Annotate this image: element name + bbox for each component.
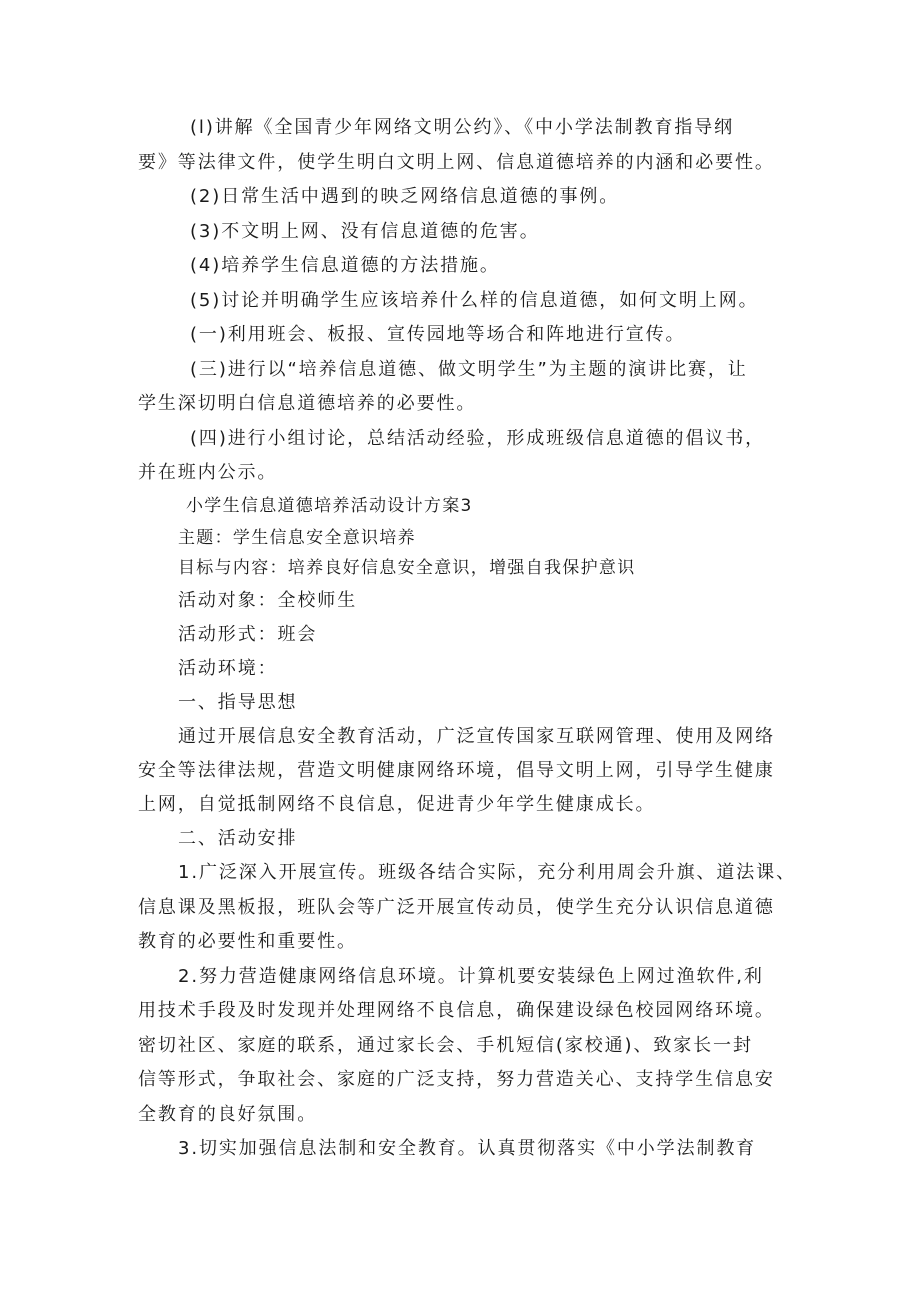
text-line: (三)进行以“培养信息道德、做文明学生”为主题的演讲比赛，让	[190, 359, 748, 380]
text-line: (一)利用班会、板报、宣传园地等场合和阵地进行宣传。	[190, 324, 686, 345]
text-line: 安全等法律法规，营造文明健康网络环境，倡导文明上网，引导学生健康	[138, 760, 775, 781]
text-line: (2)日常生活中遇到的映乏网络信息道德的事例。	[190, 186, 620, 207]
section-heading: 二、活动安排	[178, 828, 298, 849]
text-line: 信息课及黑板报，班队会等广泛开展宣传动员，使学生充分认识信息道德	[138, 897, 775, 918]
text-line: 2.努力营造健康网络信息环境。计算机要安装绿色上网过渔软件,利	[178, 966, 764, 987]
section-heading: 小学生信息道德培养活动设计方案3	[186, 496, 473, 516]
text-line: 主题：学生信息安全意识培养	[178, 528, 416, 548]
text-line: (3)不文明上网、没有信息道德的危害。	[190, 221, 540, 242]
text-line: 活动环境：	[178, 658, 278, 679]
text-line: 目标与内容：培养良好信息安全意识，增强自我保护意识	[178, 558, 636, 578]
text-line: 上网，自觉抵制网络不良信息，促进青少年学生健康成长。	[138, 794, 656, 815]
text-line: 信等形式，争取社会、家庭的广泛支持，努力营造关心、支持学生信息安	[138, 1069, 775, 1090]
section-heading: 一、指导思想	[178, 692, 298, 713]
text-line: (5)讨论并明确学生应该培养什么样的信息道德，如何文明上网。	[190, 290, 759, 311]
text-line: (四)进行小组讨论，总结活动经验，形成班级信息道德的倡议书，	[190, 428, 766, 449]
text-line: (4)培养学生信息道德的方法措施。	[190, 255, 500, 276]
text-line: 活动对象：全校师生	[178, 590, 358, 611]
text-line: 并在班内公示。	[138, 462, 278, 483]
text-line: 用技术手段及时发现并处理网络不良信息，确保建设绿色校园网络环境。	[138, 1000, 775, 1021]
text-line: (l)讲解《全国青少年网络文明公约》、《中小学法制教育指导纲	[190, 117, 735, 138]
text-line: 学生深切明白信息道德培养的必要性。	[138, 393, 477, 414]
text-line: 要》等法律文件，使学生明白文明上网、信息道德培养的内涵和必要性。	[138, 152, 775, 173]
text-line: 活动形式：班会	[178, 624, 318, 645]
text-line: 3.切实加强信息法制和安全教育。认真贯彻落实《中小学法制教育	[178, 1138, 757, 1159]
text-line: 通过开展信息安全教育活动，广泛宣传国家互联网管理、使用及网络	[178, 726, 775, 747]
text-line: 教育的必要性和重要性。	[138, 931, 357, 952]
text-line: 全教育的良好氛围。	[138, 1104, 318, 1125]
text-line: 密切社区、家庭的联系，通过家长会、手机短信(家校通)、致家长一封	[138, 1035, 753, 1056]
text-line: 1.广泛深入开展宣传。班级各结合实际，充分利用周会升旗、道法课、	[178, 862, 796, 883]
